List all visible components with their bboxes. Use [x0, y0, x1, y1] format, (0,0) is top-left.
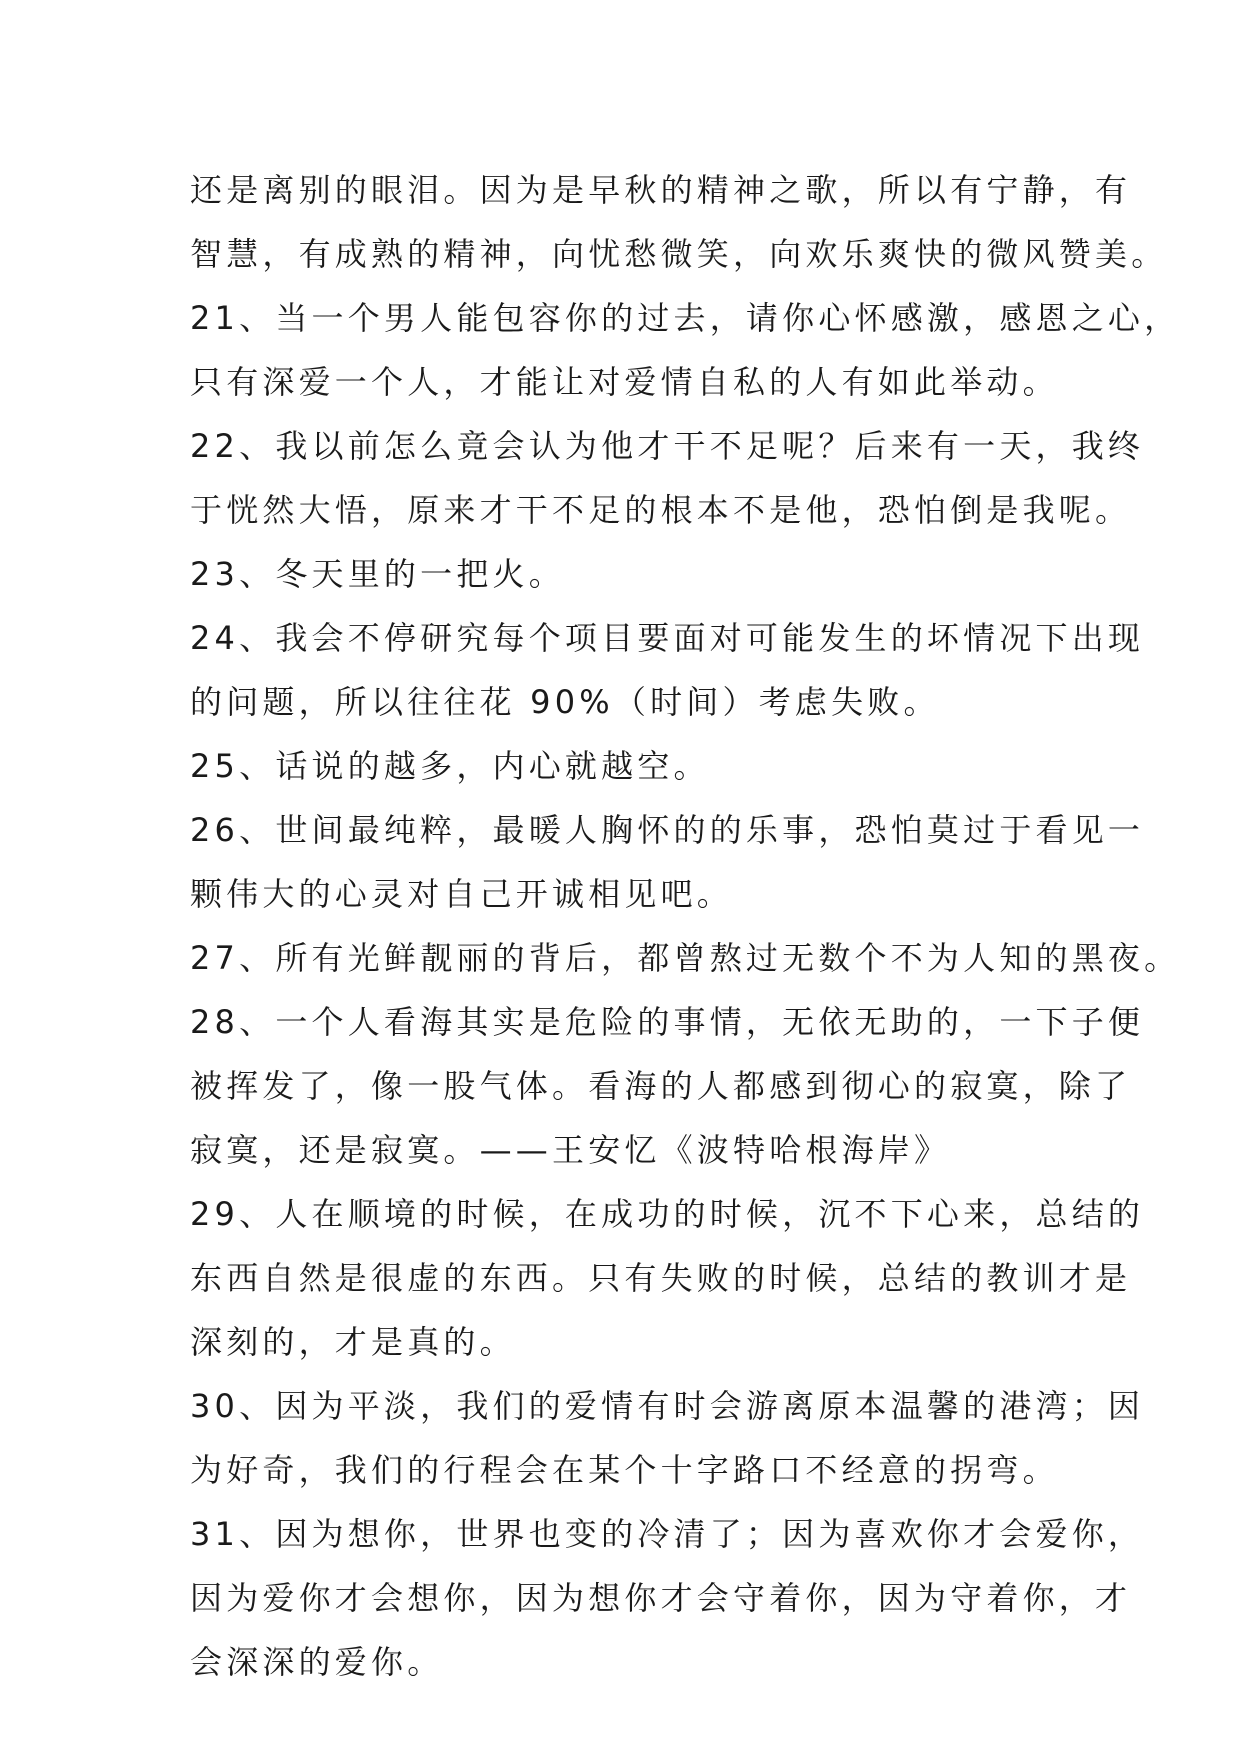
text-line: 28、一个人看海其实是危险的事情，无依无助的，一下子便 — [190, 1003, 1145, 1041]
text-line: 东西自然是很虚的东西。只有失败的时候，总结的教训才是 — [190, 1259, 1132, 1297]
text-line: 为好奇，我们的行程会在某个十字路口不经意的拐弯。 — [190, 1451, 1059, 1489]
text-line: 24、我会不停研究每个项目要面对可能发生的坏情况下出现 — [190, 619, 1145, 657]
text-line: 30、因为平淡，我们的爱情有时会游离原本温馨的港湾；因 — [190, 1387, 1145, 1425]
text-line: 会深深的爱你。 — [190, 1643, 444, 1681]
text-line: 29、人在顺境的时候，在成功的时候，沉不下心来，总结的 — [190, 1195, 1145, 1233]
text-line: 21、当一个男人能包容你的过去，请你心怀感激，感恩之心， — [190, 299, 1181, 337]
document-body — [190, 158, 1181, 1694]
text-line: 智慧，有成熟的精神，向忧愁微笑，向欢乐爽快的微风赞美。 — [190, 235, 1168, 273]
text-line: 寂寞，还是寂寞。——王安忆《波特哈根海岸》 — [190, 1131, 951, 1169]
text-line: 26、世间最纯粹，最暖人胸怀的的乐事，恐怕莫过于看见一 — [190, 811, 1145, 849]
text-line: 因为爱你才会想你，因为想你才会守着你，因为守着你，才 — [190, 1579, 1132, 1617]
text-line: 只有深爱一个人，才能让对爱情自私的人有如此举动。 — [190, 363, 1059, 401]
text-line: 颗伟大的心灵对自己开诚相见吧。 — [190, 875, 734, 913]
text-line: 于恍然大悟，原来才干不足的根本不是他，恐怕倒是我呢。 — [190, 491, 1132, 529]
text-line: 31、因为想你，世界也变的冷清了；因为喜欢你才会爱你， — [190, 1515, 1145, 1553]
text-line: 23、冬天里的一把火。 — [190, 555, 565, 593]
text-line: 25、话说的越多，内心就越空。 — [190, 747, 710, 785]
text-line: 22、我以前怎么竟会认为他才干不足呢？后来有一天，我终 — [190, 427, 1145, 465]
text-line: 还是离别的眼泪。因为是早秋的精神之歌，所以有宁静，有 — [190, 171, 1132, 209]
text-line: 被挥发了，像一股气体。看海的人都感到彻心的寂寞，除了 — [190, 1067, 1132, 1105]
text-line: 的问题，所以往往花 90%（时间）考虑失败。 — [190, 683, 940, 721]
text-line: 深刻的，才是真的。 — [190, 1323, 516, 1361]
text-line: 27、所有光鲜靓丽的背后，都曾熬过无数个不为人知的黑夜。 — [190, 939, 1181, 977]
